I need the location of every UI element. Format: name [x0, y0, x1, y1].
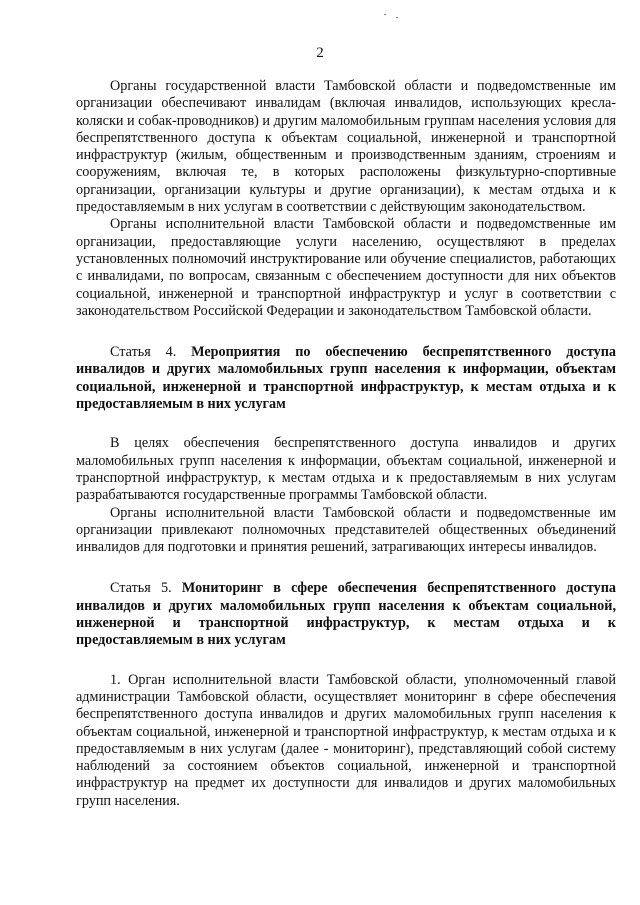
scan-speck [384, 14, 386, 15]
paragraph: 1. Орган исполнительной власти Тамбовской области, уполномоченный главой администрации Тамбовской области, осуществляет мониторинг в сфере обеспечения беспрепятственного доступа инвалидов и других маломобильных групп населения к объектам социальной, инженерной и транспортной инфраструктур, к местам отдыха и к предоставляемым в них услугам (далее - мониторинг), представляющий собой систему наблюдений за состоянием объектов социальной, инженерной и транспортной инфраструктур на предмет их доступности для инвалидов и других маломобильных групп населения. [76, 671, 616, 809]
paragraph: Органы исполнительной власти Тамбовской области и подведомственные им организации, предоставляющие услуги населению, осуществляют в пределах установленных полномочий инструктирование или обучение специалистов, работающих с инвалидами, по вопросам, связанным с обеспечением доступности для них объектов социальной, инженерной и транспортной инфраструктур и услуг в соответствии с законодательством Российской Федерации и законодательством Тамбовской области. [76, 216, 616, 319]
article-title: Мероприятия по обеспечению беспрепятственного доступа инвалидов и других маломобильных групп населения к информации, объектам социальной, инженерной и транспортной инфраструктур, к местам отдыха и к предоставляемым в них услугам [76, 344, 617, 413]
scan-speck [396, 17, 398, 18]
page-number: 2 [316, 45, 324, 61]
paragraph: Органы исполнительной власти Тамбовской области и подведомственные им организации привлекают полномочных представителей общественных объединений инвалидов для подготовки и принятия решений, затрагивающих интересы инвалидов. [76, 504, 616, 556]
article-number: Статья 4. [110, 344, 177, 361]
article-heading [76, 580, 616, 649]
paragraph: Органы государственной власти Тамбовской области и подведомственные им организации обеспечивают инвалидам (включая инвалидов, использующих кресла-коляски и собак-проводников) и другим маломобильным группам населения условия для беспрепятственного доступа к объектам социальной, инженерной и транспортной инфраструктур (жилым, общественным и производственным зданиям, строениям и сооружениям, включая те, в которых расположены физкультурно-спортивные организации, организации культуры и другие организации), к местам отдыха и к предоставляемым в них услугам в соответствии с действующим законодательством. [76, 78, 616, 216]
article-title: Мониторинг в сфере обеспечения беспрепятственного доступа инвалидов и других маломобильных групп населения к объектам социальной, инженерной и транспортной инфраструктур, к местам отдыха и к предоставляемым в них услугам [76, 580, 617, 649]
document-body [76, 78, 616, 810]
article-number: Статья 5. [110, 580, 172, 597]
article-heading [76, 344, 616, 413]
paragraph: В целях обеспечения беспрепятственного доступа инвалидов и других маломобильных групп населения к информации, объектам социальной, инженерной и транспортной инфраструктур, к местам отдыха и к предоставляемым в них услугам разрабатываются государственные программы Тамбовской области. [76, 435, 616, 504]
